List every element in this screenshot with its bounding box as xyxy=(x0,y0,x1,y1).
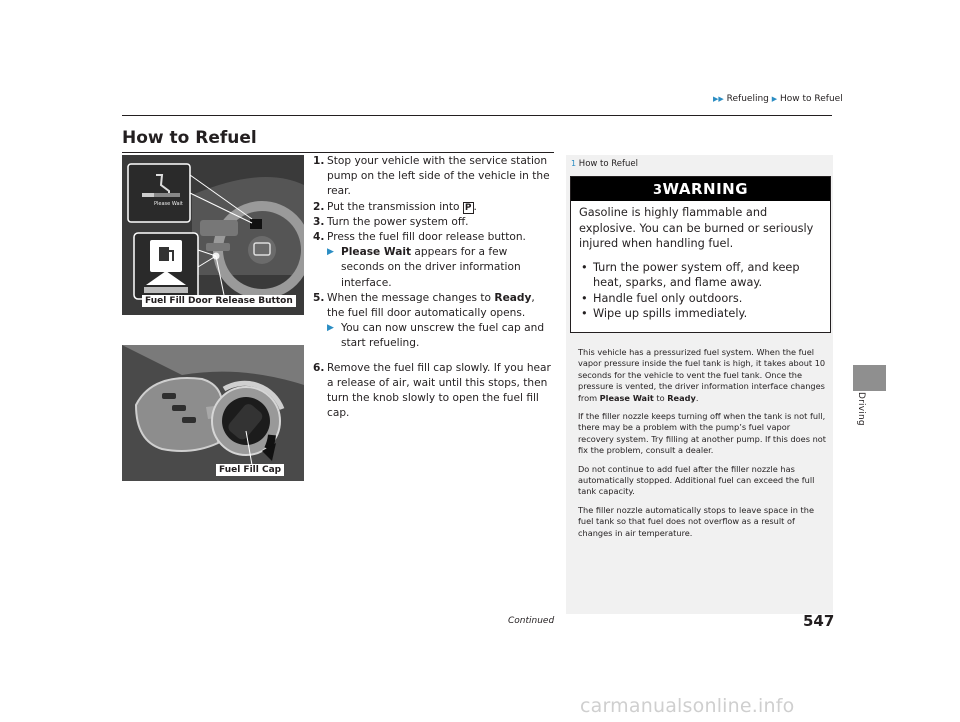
title-divider xyxy=(122,152,554,153)
section-tab-label: Driving xyxy=(856,392,866,426)
step-3: 3. Turn the power system off. xyxy=(313,215,469,228)
fuel-fill-door-release-button-label: Fuel Fill Door Release Button xyxy=(142,295,296,307)
step-5-substep: ▶ You can now unscrew the fuel cap and start refueling. xyxy=(327,322,545,350)
warning-bullet: • Wipe up spills immediately. xyxy=(581,307,748,320)
warning-symbol-icon: 3 xyxy=(652,183,663,198)
continued-label: Continued xyxy=(508,616,555,626)
refuel-steps xyxy=(313,154,553,421)
substep-arrow-icon: ▶ xyxy=(327,247,334,258)
page-title: How to Refuel xyxy=(122,128,257,148)
breadcrumb-item-refueling[interactable]: Refueling xyxy=(726,94,769,104)
note-do-not-overfill: Do not continue to add fuel after the filler nozzle has automatically stopped. Additional fuel can exceed the full tank capacity. xyxy=(578,463,815,497)
warning-message: Gasoline is highly flammable and explosive. You can be burned or seriously injured when handling fuel. xyxy=(579,206,814,250)
breadcrumb xyxy=(713,94,843,104)
dashboard-illustration xyxy=(122,155,304,315)
fuel-cap-figure xyxy=(122,345,304,481)
warning-list xyxy=(579,260,825,322)
note-pressurized-fuel-system: This vehicle has a pressurized fuel system. When the fuel vapor pressure inside the fuel tank is high, it takes about 10 seconds for the vehicle to vent the fuel tank. Once the pressure is vented, the driver information interface changes from Please Wait to Ready. xyxy=(578,347,826,403)
step-4-substep: ▶ Please Wait appears for a few seconds on the driver information interface. xyxy=(327,246,521,289)
warning-body xyxy=(579,205,825,322)
step-4: 4. Press the fuel fill door release button. xyxy=(313,231,526,244)
sidebar-notes xyxy=(578,347,826,546)
header-divider xyxy=(122,115,832,116)
breadcrumb-arrow-icon: ▶ xyxy=(771,95,778,103)
warning-bullet: • Handle fuel only outdoors. xyxy=(581,291,743,305)
park-gear-symbol: P xyxy=(464,202,472,213)
fuel-fill-cap-label: Fuel Fill Cap xyxy=(216,464,284,476)
fuel-cap-illustration xyxy=(122,345,304,481)
watermark-text: carmanualsonline.info xyxy=(580,695,795,717)
warning-bullet: • Turn the power system off, and keep heat, sparks, and flame away. xyxy=(581,260,800,289)
reference-marker: 1 xyxy=(571,159,577,168)
step-6: 6. Remove the fuel fill cap slowly. If you hear a release of air, wait until this stops, then turn the knob slowly to open the fuel fill cap. xyxy=(313,361,551,420)
note-nozzle-auto-stop: The filler nozzle automatically stops to leave space in the fuel tank so that fuel does not overflow as a result of changes in air temperature. xyxy=(578,504,814,538)
warning-box xyxy=(570,176,831,333)
step-1: 1. Stop your vehicle with the service station pump on the left side of the vehicle in the rear. xyxy=(313,155,550,198)
warning-title: WARNING xyxy=(662,180,749,198)
breadcrumb-item-how-to-refuel[interactable]: How to Refuel xyxy=(780,94,843,104)
step-5: 5. When the message changes to Ready, the fuel fill door automatically opens. xyxy=(313,291,535,320)
substep-arrow-icon: ▶ xyxy=(327,323,334,334)
section-tab-marker xyxy=(853,365,886,391)
note-nozzle-turning-off: If the filler nozzle keeps turning off when the tank is not full, there may be a problem with the pump’s fuel vapor recovery system. Try filling at another pump. If this does not fix the problem, consult a dealer. xyxy=(578,411,826,456)
step-2: 2. Put the transmission into P . xyxy=(313,200,477,213)
page-number: 547 xyxy=(803,612,835,630)
warning-header xyxy=(571,177,830,201)
sidebar-heading: 1 How to Refuel xyxy=(571,159,639,169)
display-please-wait-text: Please Wait xyxy=(154,201,183,207)
release-button-figure xyxy=(122,155,304,315)
breadcrumb-arrow-icon: ▶▶ xyxy=(713,95,724,103)
